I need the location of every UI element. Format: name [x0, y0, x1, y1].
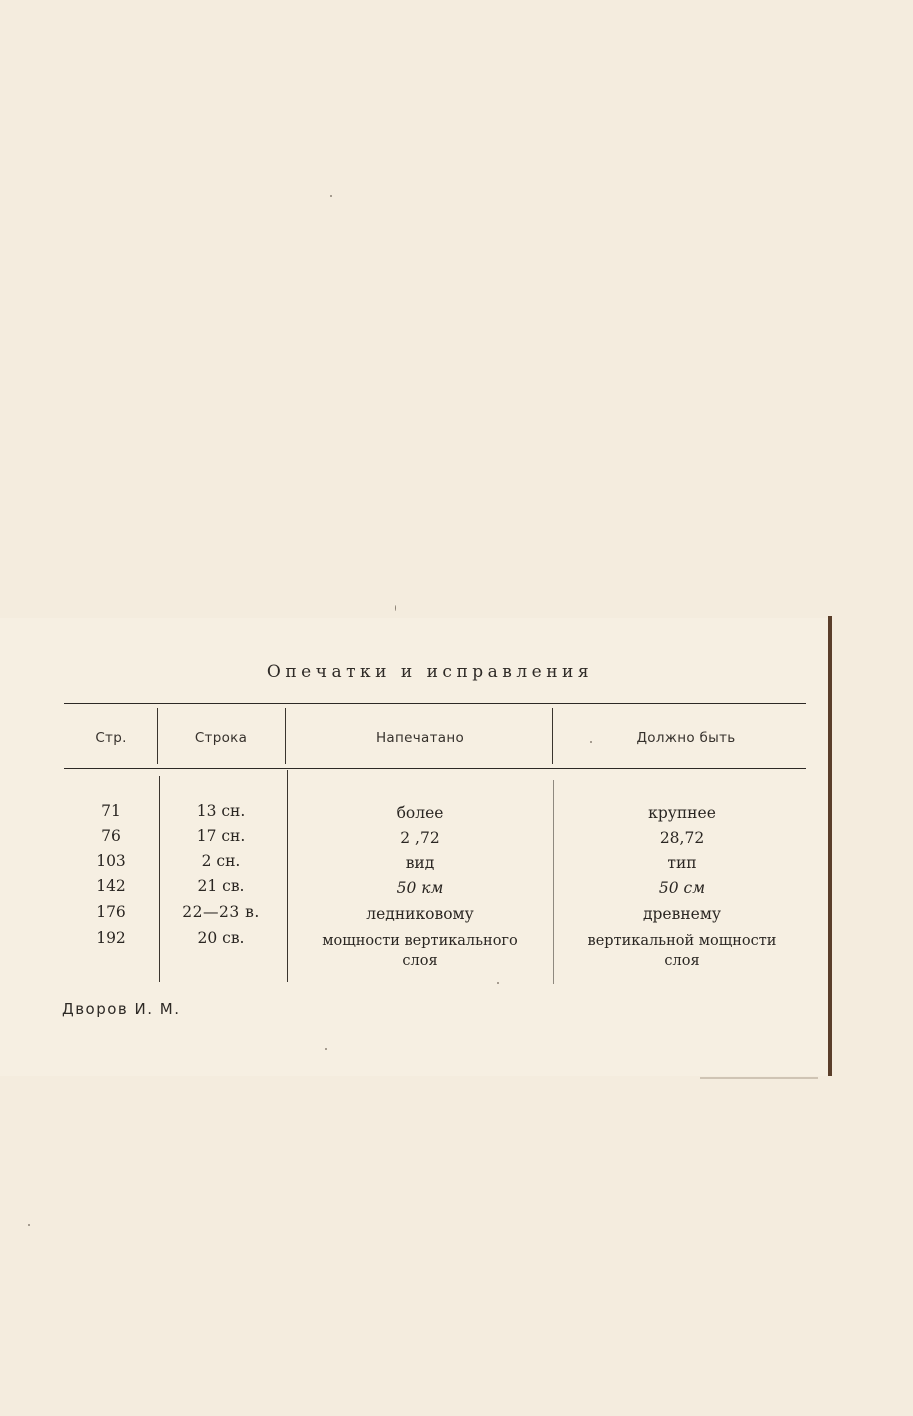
row-printed: 2 ,72 [400, 829, 440, 847]
row-printed: вид [405, 854, 435, 872]
table-header-rule [64, 768, 806, 769]
row-should-be: древнему [642, 905, 722, 923]
paper-speck [28, 1224, 30, 1226]
row-should-be: 50 см [658, 879, 706, 897]
row-should-be: крупнее [648, 804, 716, 822]
row-page: 103 [96, 852, 126, 870]
row-page: 71 [101, 802, 121, 820]
paper-speck [395, 605, 396, 611]
paper-speck [325, 1048, 327, 1050]
row-printed: 50 км [396, 879, 444, 897]
header-divider-3 [552, 708, 553, 764]
row-printed: мощности вертикального [322, 933, 518, 949]
row-should-be-continued: слоя [664, 953, 700, 969]
row-line: 22—23 в. [182, 903, 260, 921]
body-divider-2 [287, 770, 288, 982]
row-page: 76 [101, 827, 121, 845]
header-should-be: Должно быть [636, 730, 736, 746]
header-divider-2 [285, 708, 286, 764]
row-printed: более [396, 804, 444, 822]
row-should-be: вертикальной мощности [587, 933, 777, 949]
body-divider-1 [159, 776, 160, 982]
author-name: Дворов И. М. [62, 1000, 181, 1018]
errata-title: Опечатки и исправления [266, 662, 594, 682]
row-line: 20 св. [197, 929, 245, 947]
row-printed: ледниковому [366, 905, 474, 923]
row-should-be: 28,72 [659, 829, 705, 847]
row-page: 176 [96, 903, 126, 921]
slip-bottom-edge [700, 1077, 818, 1079]
header-printed: Напечатано [375, 730, 465, 746]
paper-speck [590, 741, 592, 743]
paper-speck [330, 195, 332, 197]
paper-speck [497, 982, 499, 984]
row-line: 13 сн. [196, 802, 246, 820]
header-page: Стр. [95, 730, 127, 746]
header-line: Строка [194, 730, 248, 746]
body-divider-3 [553, 780, 554, 984]
row-page: 192 [96, 929, 126, 947]
row-printed-continued: слоя [402, 953, 438, 969]
row-page: 142 [96, 877, 126, 895]
row-line: 2 сн. [201, 852, 241, 870]
row-line: 17 сн. [196, 827, 246, 845]
header-divider-1 [157, 708, 158, 764]
table-top-rule [64, 703, 806, 704]
row-should-be: тип [667, 854, 697, 872]
row-line: 21 св. [197, 877, 245, 895]
slip-edge [828, 616, 832, 1076]
